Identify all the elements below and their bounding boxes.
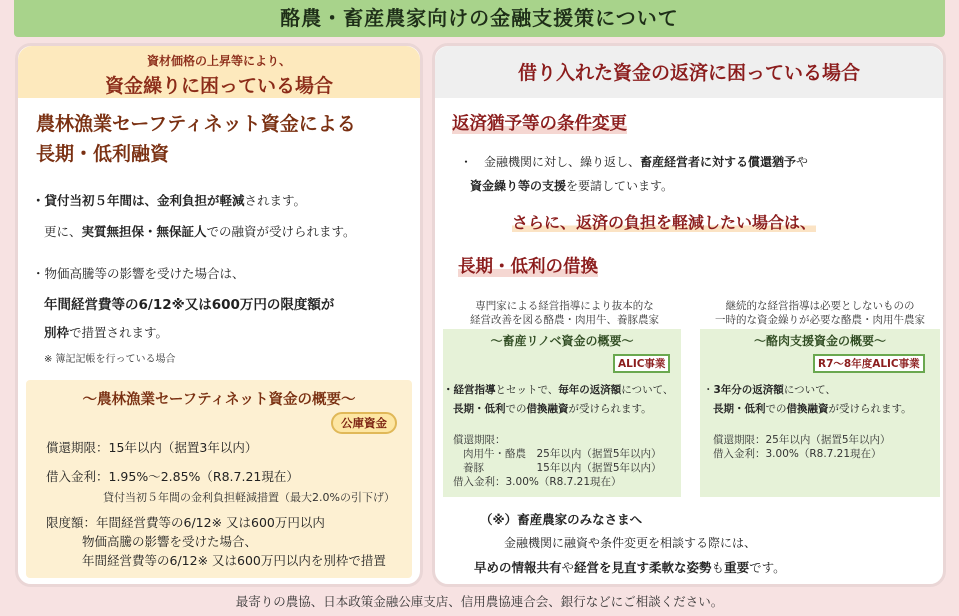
safety-net-repay: 償還期限：15年以内（据置3年以内） (46, 440, 258, 455)
r1-d2b: での (505, 403, 527, 415)
r1-d1b: とセットで、 (495, 384, 559, 396)
renovation-intro-1: 専門家による経営指導により抜本的な (475, 300, 654, 312)
safety-net-limit-2: 物価高騰の影響を受けた場合、 (82, 534, 258, 549)
r2-d2d: が受けられます。 (828, 403, 912, 415)
r1-d2d: が受けられます。 (568, 403, 652, 415)
safety-net-limit-3: 年間経営費等の6/12※ 又は600万円以内を別枠で措置 (82, 553, 386, 568)
left-b5-post: で措置されます。 (69, 325, 169, 340)
r1-d2a: 長期・低利 (453, 403, 506, 415)
left-b2-pre: 更に、 (44, 224, 82, 239)
r1-d1d: について、 (621, 384, 674, 396)
dairy-support-repay: 償還期限：25年以内（据置5年以内） (713, 434, 891, 446)
r1-d1c: 毎年の返済額 (558, 384, 622, 396)
dairy-support-desc-2 (713, 401, 912, 416)
left-b5-bold: 別枠 (44, 325, 70, 340)
r2-d1a: ・ (703, 384, 714, 396)
left-panel-header (18, 46, 420, 98)
note2-c: 経営を見直す柔軟な姿勢 (574, 560, 712, 575)
alic-badge-1: ALIC事業 (613, 354, 670, 373)
r2-d2a: 長期・低利 (713, 403, 766, 415)
renovation-repay-beef-dairy: 肉用牛・酪農 25年以内（据置5年以内） (463, 448, 662, 460)
r1-d1a: ・経営指導 (443, 384, 496, 396)
sec-repayment-deferral (452, 110, 627, 135)
right-panel-header: 借り入れた資金の返済に困っている場合 (435, 46, 943, 98)
sec1-label: 返済猶予等の条件変更 (452, 114, 627, 134)
further-reduce-text (512, 210, 816, 233)
note2-f: です。 (749, 560, 786, 575)
renovation-repay-pig: 養豚 15年以内（据置5年以内） (463, 462, 662, 474)
p2-post: を要請しています。 (566, 179, 674, 193)
page-title: 酪農・畜産農家向けの金融支援策について (14, 0, 945, 37)
farmer-note-line-1: 金融機関に融資や条件変更を相談する際には、 (504, 536, 757, 550)
left-heading-line2: 長期・低利融資 (36, 143, 170, 165)
dairy-support-intro-2: 一時的な資金繰りが必要な酪農・肉用牛農家 (715, 314, 925, 326)
r2-d2c: 借換融資 (786, 403, 829, 415)
safety-net-rate-note: 貸付当初５年間の金利負担軽減措置（最大2.0%の引下げ） (103, 491, 395, 504)
left-header-sub: 資材価格の上昇等により、 (146, 54, 291, 68)
r2-d1c: について、 (783, 384, 836, 396)
left-header-main: 資金繰りに困っている場合 (104, 75, 333, 97)
dairy-support-intro-1: 継続的な経営指導は必要としないものの (725, 300, 915, 312)
left-bullet-4: 年間経営費等の6/12※又は600万円の限度額が (44, 297, 335, 313)
right-para-2 (470, 177, 673, 194)
dairy-support-desc-1 (703, 382, 836, 397)
dairy-support-rate: 借入金利：3.00%（R8.7.21現在） (713, 448, 882, 460)
left-b2-bold: 実質無担保・無保証人 (81, 224, 207, 239)
alic-badge-2: R7～8年度ALIC事業 (813, 354, 925, 373)
p1-pre: ・ 金融機関に対し、繰り返し、 (460, 155, 641, 169)
renovation-desc-1 (443, 382, 673, 397)
left-b2-post: での融資が受けられます。 (206, 224, 356, 239)
renovation-fund-title: ～畜産リノベ資金の概要～ (443, 332, 681, 349)
r1-d2c: 借換融資 (526, 403, 569, 415)
dairy-support-fund-title: ～酪肉支援資金の概要～ (700, 332, 940, 349)
left-b1-pre: ・貸付当初５年間は、 (32, 193, 158, 208)
p2-bold: 資金繰り等の支援 (470, 179, 567, 193)
public-finance-badge: 公庫資金 (331, 412, 397, 434)
left-bullet-5 (44, 323, 168, 341)
r2-d1b: 3年分の返済額 (713, 384, 784, 396)
renovation-desc-2 (453, 401, 652, 416)
footer-contact: 最寄りの農協、日本政策金融公庫支店、信用農協連合会、銀行などにご相談ください。 (235, 594, 724, 609)
note2-b: や (561, 560, 575, 575)
note2-e: 重要 (724, 560, 750, 575)
renovation-intro-2: 経営改善を図る酪農・肉用牛、養豚農家 (470, 314, 659, 326)
note2-d: も (711, 560, 725, 575)
note2-a: 早めの情報共有 (474, 560, 562, 575)
safety-net-limit-1: 限度額：年間経営費等の6/12※ 又は600万円以内 (46, 515, 325, 530)
renovation-rate: 借入金利：3.00%（R8.7.21現在） (453, 476, 622, 488)
sec2-label: 長期・低利の借換 (458, 257, 598, 277)
further-label: さらに、返済の負担を軽減したい場合は、 (512, 213, 817, 232)
right-para-1 (460, 153, 808, 170)
left-b1-bold: 金利負担が軽減 (157, 193, 245, 208)
r2-d2b: での (765, 403, 787, 415)
p1-bold: 畜産経営者に対する償還猶予 (640, 155, 797, 169)
renovation-repay-label: 償還期限： (453, 434, 506, 446)
sec-refinancing (458, 253, 598, 278)
farmer-note-line-2 (474, 558, 786, 576)
safety-net-box-title: ～農林漁業セーフティネット資金の概要～ (82, 392, 356, 408)
p1-post: や (796, 155, 809, 169)
left-heading-line1: 農林漁業セーフティネット資金による (36, 113, 356, 135)
left-bullet-2 (44, 222, 356, 240)
left-b1-post: されます。 (244, 193, 307, 208)
left-bullet-1 (32, 191, 306, 209)
farmer-note-title: （※）畜産農家のみなさまへ (480, 512, 643, 527)
safety-net-rate: 借入金利：1.95%～2.85%（R8.7.21現在） (46, 469, 299, 484)
left-note: ※ 簿記記帳を行っている場合 (44, 354, 176, 365)
left-bullet-3: ・物価高騰等の影響を受けた場合は、 (32, 266, 245, 281)
